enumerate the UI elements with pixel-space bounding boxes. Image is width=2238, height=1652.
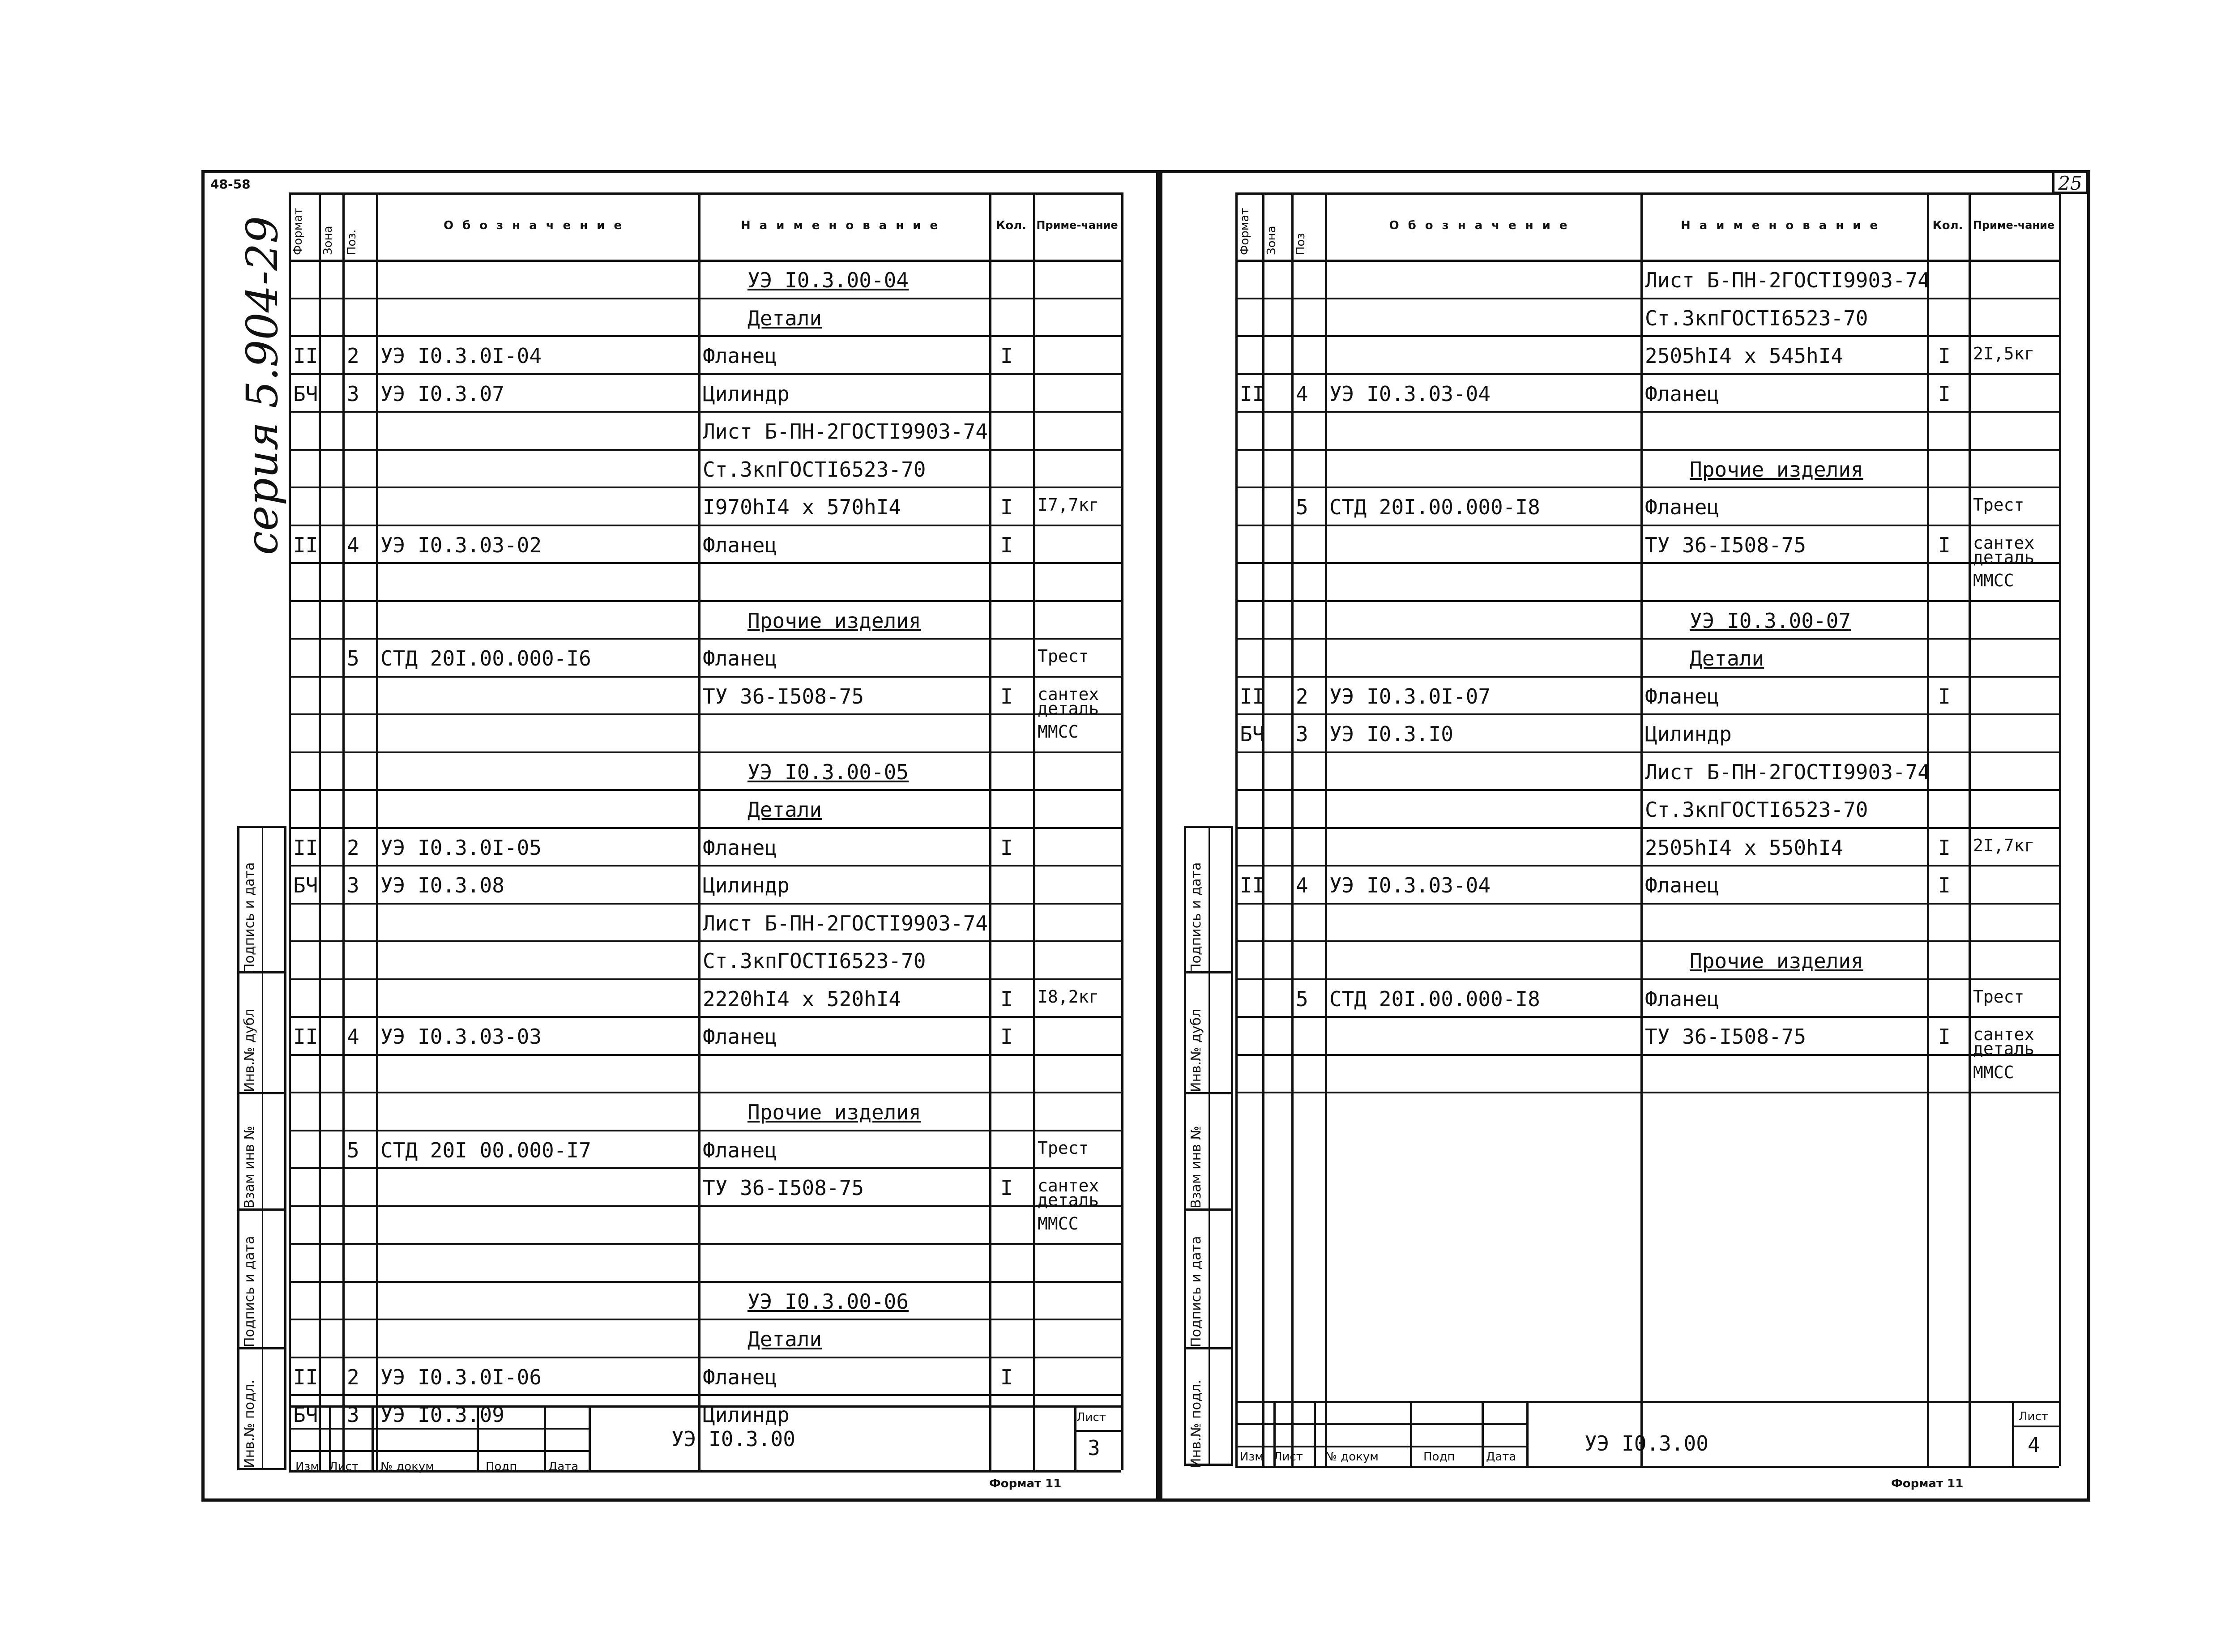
- left-row-line: [289, 827, 1121, 829]
- right-col-line: [1927, 192, 1929, 1466]
- right-cell-name: Прочие изделия: [1690, 949, 1863, 973]
- left-cell-qty: I: [1000, 986, 1013, 1011]
- right-cell-qty: I: [1938, 835, 1951, 860]
- left-cell-note: сантех деталь: [1038, 1176, 1099, 1210]
- right-cell-note: Трест: [1973, 986, 2024, 1007]
- right-hdr-pos: Поз: [1294, 233, 1307, 255]
- right-cell-name: Цилиндр: [1645, 722, 1732, 747]
- right-top-line: [1235, 192, 2059, 195]
- left-col-line: [989, 192, 991, 1470]
- left-sheet-number: 3: [1088, 1436, 1100, 1460]
- left-cell-qty: I: [1000, 533, 1013, 557]
- right-cell-designation: СТД 20I.00.000-I8: [1329, 495, 1540, 520]
- left-hdr-pos: Поз.: [345, 229, 359, 255]
- left-stamp-low: [289, 1450, 589, 1452]
- left-cell-format: II: [293, 344, 318, 368]
- left-cell-format: II: [293, 835, 318, 860]
- left-cell-name: Ст.3кпГОСТI6523-70: [703, 457, 926, 482]
- left-cell-name: Детали: [747, 1327, 822, 1352]
- right-side-inv-dubl: Инв.№ дубл: [1188, 1008, 1204, 1092]
- left-row-line: [289, 335, 1121, 337]
- left-cell-name: Цилиндр: [703, 381, 790, 406]
- right-row-line: [1235, 449, 2059, 451]
- left-row-line: [289, 865, 1121, 867]
- left-stamp-col: [372, 1405, 374, 1470]
- right-cell-note: 2I,7кг: [1973, 835, 2035, 855]
- left-cell-name: Ст.3кпГОСТI6523-70: [703, 949, 926, 973]
- left-col-line: [342, 192, 345, 1470]
- left-cell-pos: 5: [347, 1138, 359, 1162]
- right-stamp-col: [1410, 1401, 1412, 1466]
- left-row-line: [289, 903, 1121, 905]
- left-side-sign-date-2: Подпись и дата: [242, 1236, 257, 1347]
- left-stamp-col: [1121, 1405, 1123, 1470]
- left-row-line: [289, 1016, 1121, 1018]
- right-row-line: [1235, 562, 2059, 564]
- left-cell-designation: УЭ I0.3.09: [380, 1403, 504, 1427]
- left-stamp-col: [289, 1405, 291, 1470]
- left-row-line: [289, 298, 1121, 299]
- left-row-line: [289, 1357, 1121, 1358]
- right-cell-qty: I: [1938, 344, 1951, 368]
- left-cell-name: Лист Б-ПН-2ГОСТI9903-74: [703, 419, 988, 444]
- right-side-vzam-inv: Взам инв №: [1188, 1126, 1204, 1208]
- right-cell-format: БЧ: [1240, 722, 1265, 747]
- right-cell-name: Фланец: [1645, 684, 1720, 709]
- left-side-inv-podl: Инв.№ подл.: [242, 1379, 257, 1468]
- left-stamp-col: [544, 1405, 546, 1470]
- right-cell-designation: СТД 20I.00.000-I8: [1329, 986, 1540, 1011]
- right-stamp-designation: УЭ I0.3.00: [1585, 1431, 1708, 1456]
- left-cell-qty: I: [1000, 835, 1013, 860]
- right-cell-name: Лист Б-ПН-2ГОСТI9903-74: [1645, 760, 1930, 784]
- left-cell-name: Фланец: [703, 646, 777, 671]
- right-cell-pos: 5: [1296, 986, 1308, 1011]
- left-stamp-designation: УЭ I0.3.00: [671, 1427, 795, 1451]
- right-col-line: [1640, 192, 1643, 1466]
- left-cell-pos: 2: [347, 1365, 359, 1389]
- right-bottom-line: [1235, 1466, 2059, 1468]
- left-hdr-zone: Зона: [321, 226, 335, 255]
- left-side-strip-mid: [262, 826, 263, 1470]
- right-stamp-list: Лист: [1273, 1450, 1303, 1464]
- right-cell-name: Фланец: [1645, 986, 1720, 1011]
- left-cell-designation: УЭ I0.3.03-03: [380, 1024, 542, 1049]
- right-row-line: [1235, 600, 2059, 602]
- right-row-line: [1235, 903, 2059, 905]
- right-stamp-top: [1235, 1401, 2059, 1403]
- right-hdr-format: Формат: [1238, 208, 1251, 255]
- left-cell-name: Цилиндр: [703, 1403, 790, 1427]
- left-cell-qty: I: [1000, 684, 1013, 709]
- left-row-line: [289, 789, 1121, 791]
- left-hdr-format: Формат: [291, 208, 305, 255]
- right-cell-note: ММСС: [1973, 1062, 2014, 1082]
- right-hdr-zone: Зона: [1265, 226, 1278, 255]
- left-stamp-list-line: [1074, 1430, 1121, 1432]
- left-cell-pos: 3: [347, 873, 359, 898]
- left-col-line: [319, 192, 321, 1470]
- left-hdr-note: Приме-чание: [1036, 219, 1118, 231]
- right-stamp-col: [1314, 1401, 1316, 1466]
- page-number-box: [2052, 172, 2088, 194]
- left-cell-pos: 2: [347, 344, 359, 368]
- right-row-line: [1235, 751, 2059, 753]
- left-cell-note: сантех деталь: [1038, 684, 1099, 718]
- right-cell-designation: УЭ I0.3.03-04: [1329, 873, 1491, 898]
- left-cell-note: ММСС: [1038, 722, 1079, 742]
- left-col-line: [1033, 192, 1035, 1470]
- left-stamp-izm: Изм: [295, 1460, 319, 1473]
- right-cell-format: II: [1240, 684, 1265, 709]
- right-cell-name: ТУ 36-I508-75: [1645, 533, 1807, 557]
- left-cell-qty: I: [1000, 344, 1013, 368]
- left-cell-designation: УЭ I0.3.03-02: [380, 533, 542, 557]
- left-row-line: [289, 978, 1121, 980]
- left-row-line: [289, 373, 1121, 375]
- series-handwritten: серия 5.904-29: [237, 216, 287, 555]
- corner-code: 48-58: [210, 177, 251, 192]
- right-stamp-low: [1235, 1446, 1526, 1447]
- right-row-line: [1235, 525, 2059, 526]
- right-cell-pos: 4: [1296, 873, 1308, 898]
- left-cell-format: II: [293, 1365, 318, 1389]
- right-cell-pos: 2: [1296, 684, 1308, 709]
- left-cell-designation: УЭ I0.3.0I-05: [380, 835, 542, 860]
- left-cell-note: I7,7кг: [1038, 495, 1099, 515]
- right-row-line: [1235, 487, 2059, 488]
- right-col-line: [1235, 192, 1238, 1466]
- right-cell-note: Трест: [1973, 495, 2024, 515]
- right-cell-name: Прочие изделия: [1690, 457, 1863, 482]
- left-row-line: [289, 600, 1121, 602]
- left-row-line: [289, 751, 1121, 753]
- right-stamp-col: [2059, 1401, 2061, 1466]
- left-cell-designation: СТД 20I.00.000-I6: [380, 646, 591, 671]
- right-row-line: [1235, 865, 2059, 867]
- right-cell-designation: УЭ I0.3.0I-07: [1329, 684, 1491, 709]
- right-cell-qty: I: [1938, 381, 1951, 406]
- right-row-line: [1235, 373, 2059, 375]
- left-cell-note: Трест: [1038, 646, 1089, 666]
- right-cell-qty: I: [1938, 533, 1951, 557]
- left-cell-pos: 3: [347, 381, 359, 406]
- right-cell-name: ТУ 36-I508-75: [1645, 1024, 1807, 1049]
- right-stamp-docno: № докум: [1325, 1450, 1379, 1464]
- left-cell-qty: I: [1000, 1176, 1013, 1200]
- right-row-line: [1235, 335, 2059, 337]
- left-stamp-col: [477, 1405, 479, 1470]
- left-row-line: [289, 1092, 1121, 1093]
- right-header-line: [1235, 260, 2059, 262]
- right-row-line: [1235, 411, 2059, 413]
- left-cell-name: Детали: [747, 306, 822, 330]
- left-stamp-docno: № докум: [380, 1460, 434, 1473]
- left-row-line: [289, 1394, 1121, 1396]
- right-cell-pos: 3: [1296, 722, 1308, 747]
- right-cell-pos: 4: [1296, 381, 1308, 406]
- left-cell-format: БЧ: [293, 873, 318, 898]
- right-cell-note: 2I,5кг: [1973, 344, 2035, 364]
- right-stamp-date: Дата: [1486, 1450, 1516, 1464]
- left-cell-name: 2220hI4 x 520hI4: [703, 986, 901, 1011]
- outer-frame-right: [1159, 170, 2090, 1502]
- left-cell-name: Фланец: [703, 1138, 777, 1162]
- left-cell-pos: 2: [347, 835, 359, 860]
- right-cell-note: сантех деталь: [1973, 533, 2035, 567]
- right-row-line: [1235, 789, 2059, 791]
- left-row-line: [289, 411, 1121, 413]
- right-side-sign-date-2: Подпись и дата: [1188, 1236, 1204, 1347]
- right-col-line: [1325, 192, 1327, 1466]
- left-hdr-qty: Кол.: [995, 219, 1027, 232]
- left-cell-name: Цилиндр: [703, 873, 790, 898]
- right-cell-qty: I: [1938, 684, 1951, 709]
- left-row-line: [289, 449, 1121, 451]
- left-stamp-mid: [289, 1428, 589, 1430]
- right-sheet-number: 4: [2028, 1433, 2040, 1457]
- left-cell-qty: I: [1000, 1024, 1013, 1049]
- left-cell-designation: УЭ I0.3.0I-06: [380, 1365, 542, 1389]
- left-stamp-podp: Подп: [486, 1460, 517, 1473]
- left-row-line: [289, 1167, 1121, 1169]
- right-stamp-podp: Подп: [1423, 1450, 1455, 1464]
- right-hdr-designation: Обозначение: [1389, 219, 1576, 232]
- left-cell-format: БЧ: [293, 381, 318, 406]
- left-row-line: [289, 1319, 1121, 1320]
- left-cell-name: Фланец: [703, 1365, 777, 1389]
- left-row-line: [289, 1281, 1121, 1283]
- left-cell-name: УЭ I0.3.00-05: [747, 760, 909, 784]
- left-col-line: [1121, 192, 1123, 1470]
- left-cell-pos: 4: [347, 1024, 359, 1049]
- right-stamp-izm: Изм: [1240, 1450, 1264, 1464]
- right-side-strip-mid: [1209, 826, 1210, 1466]
- right-row-line: [1235, 940, 2059, 942]
- right-row-line: [1235, 978, 2059, 980]
- left-stamp-list-label: Лист: [1076, 1411, 1106, 1424]
- left-row-line: [289, 1243, 1121, 1245]
- left-cell-designation: СТД 20I 00.000-I7: [380, 1138, 591, 1162]
- left-row-line: [289, 562, 1121, 564]
- right-row-line: [1235, 1054, 2059, 1056]
- right-cell-name: Фланец: [1645, 873, 1720, 898]
- left-cell-name: Фланец: [703, 533, 777, 557]
- left-header-line: [289, 260, 1121, 262]
- left-cell-pos: 5: [347, 646, 359, 671]
- right-stamp-col: [1235, 1401, 1238, 1466]
- right-cell-name: Детали: [1690, 646, 1764, 671]
- right-cell-qty: I: [1938, 873, 1951, 898]
- left-col-line: [289, 192, 291, 1470]
- left-row-line: [289, 713, 1121, 715]
- right-cell-qty: I: [1938, 1024, 1951, 1049]
- right-row-line: [1235, 1016, 2059, 1018]
- right-stamp-list-line: [2012, 1426, 2059, 1427]
- left-cell-name: Лист Б-ПН-2ГОСТI9903-74: [703, 911, 988, 935]
- left-cell-designation: УЭ I0.3.0I-04: [380, 344, 542, 368]
- page-number: 25: [2058, 172, 2082, 194]
- right-stamp-col: [1526, 1401, 1529, 1466]
- right-col-line: [2059, 192, 2061, 1466]
- left-cell-name: Прочие изделия: [747, 608, 921, 633]
- left-cell-format: БЧ: [293, 1403, 318, 1427]
- left-row-line: [289, 676, 1121, 678]
- right-stamp-col: [2012, 1401, 2014, 1466]
- left-cell-designation: УЭ I0.3.07: [380, 381, 504, 406]
- right-hdr-name: Наименование: [1680, 219, 1887, 232]
- left-cell-name: ТУ 36-I508-75: [703, 684, 864, 709]
- right-cell-note: ММСС: [1973, 571, 2014, 591]
- left-cell-note: I8,2кг: [1038, 986, 1099, 1007]
- left-side-sign-date-1: Подпись и дата: [242, 862, 257, 973]
- outer-frame-left: [201, 170, 1159, 1502]
- right-cell-name: Фланец: [1645, 381, 1720, 406]
- left-top-line: [289, 192, 1121, 195]
- left-cell-designation: УЭ I0.3.08: [380, 873, 504, 898]
- right-cell-format: II: [1240, 873, 1265, 898]
- right-row-line: [1235, 713, 2059, 715]
- left-col-line: [698, 192, 700, 1470]
- right-cell-pos: 5: [1296, 495, 1308, 520]
- right-stamp-col: [1482, 1401, 1484, 1466]
- left-row-line: [289, 940, 1121, 942]
- left-cell-name: Прочие изделия: [747, 1100, 921, 1125]
- right-stamp-mid: [1235, 1423, 1526, 1425]
- left-cell-name: Фланец: [703, 1024, 777, 1049]
- left-cell-qty: I: [1000, 495, 1013, 520]
- left-cell-pos: 4: [347, 533, 359, 557]
- left-format-label: Формат 11: [989, 1477, 1062, 1490]
- left-cell-pos: 3: [347, 1403, 359, 1427]
- right-cell-name: 2505hI4 x 550hI4: [1645, 835, 1844, 860]
- left-cell-format: II: [293, 533, 318, 557]
- right-side-inv-podl: Инв.№ подл.: [1188, 1379, 1204, 1468]
- left-row-line: [289, 1054, 1121, 1056]
- left-cell-name: Детали: [747, 798, 822, 822]
- right-cell-format: II: [1240, 381, 1265, 406]
- left-stamp-top: [289, 1405, 1121, 1408]
- right-row-line: [1235, 827, 2059, 829]
- left-stamp-list: Лист: [329, 1460, 359, 1473]
- right-row-line: [1235, 298, 2059, 299]
- right-cell-designation: УЭ I0.3.03-04: [1329, 381, 1491, 406]
- left-cell-qty: I: [1000, 1365, 1013, 1389]
- right-cell-note: сантех деталь: [1973, 1024, 2035, 1059]
- left-cell-format: II: [293, 1024, 318, 1049]
- left-row-line: [289, 638, 1121, 640]
- right-col-line: [1969, 192, 1971, 1466]
- right-cell-name: Фланец: [1645, 495, 1720, 520]
- left-side-vzam-inv: Взам инв №: [242, 1126, 257, 1208]
- right-col-line: [1291, 192, 1294, 1466]
- left-row-line: [289, 487, 1121, 488]
- left-cell-note: Трест: [1038, 1138, 1089, 1158]
- right-stamp-list-label: Лист: [2019, 1410, 2048, 1423]
- left-col-line: [376, 192, 378, 1470]
- right-hdr-note: Приме-чание: [1973, 219, 2055, 231]
- left-cell-name: УЭ I0.3.00-06: [747, 1289, 909, 1314]
- right-row-line: [1235, 1092, 2059, 1093]
- left-cell-name: I970hI4 x 570hI4: [703, 495, 901, 520]
- left-hdr-name: Наименование: [740, 219, 947, 232]
- left-row-line: [289, 525, 1121, 526]
- right-cell-name: Ст.3кпГОСТI6523-70: [1645, 798, 1868, 822]
- left-row-line: [289, 1205, 1121, 1207]
- right-cell-designation: УЭ I0.3.I0: [1329, 722, 1453, 747]
- left-cell-name: Фланец: [703, 344, 777, 368]
- right-cell-name: Лист Б-ПН-2ГОСТI9903-74: [1645, 268, 1930, 293]
- right-cell-name: Ст.3кпГОСТI6523-70: [1645, 306, 1868, 330]
- left-row-line: [289, 1130, 1121, 1131]
- left-hdr-designation: Обозначение: [443, 219, 631, 232]
- left-cell-name: УЭ I0.3.00-04: [747, 268, 909, 293]
- left-stamp-date: Дата: [548, 1460, 579, 1473]
- left-cell-note: ММСС: [1038, 1213, 1079, 1234]
- right-format-label: Формат 11: [1891, 1477, 1964, 1490]
- right-hdr-qty: Кол.: [1932, 219, 1963, 232]
- right-cell-name: УЭ I0.3.00-07: [1690, 608, 1851, 633]
- left-side-inv-dubl: Инв.№ дубл: [242, 1008, 257, 1092]
- right-row-line: [1235, 676, 2059, 678]
- left-stamp-col: [589, 1405, 591, 1470]
- left-cell-name: Фланец: [703, 835, 777, 860]
- right-cell-name: 2505hI4 x 545hI4: [1645, 344, 1844, 368]
- right-side-sign-date-1: Подпись и дата: [1188, 862, 1204, 973]
- right-row-line: [1235, 638, 2059, 640]
- left-cell-name: ТУ 36-I508-75: [703, 1176, 864, 1200]
